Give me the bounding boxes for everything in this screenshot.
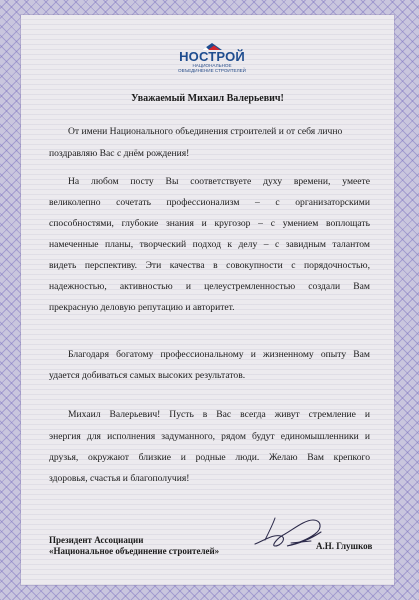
paragraph-2-line-3: способностями, глубокие знания и кругозор – с умением воплощать <box>49 218 370 229</box>
signatory-title-line-2: «Национальное объединение строителей» <box>49 546 220 556</box>
paragraph-2-line-4: намеченные планы, творческий подход к делу – с завидным талантом <box>49 239 370 250</box>
paragraph-2-line-6: надежностью, активностью и целеустремленностью создали Вам <box>49 281 370 292</box>
paragraph-2-line-2: великолепно сочетать профессионализм – с организаторскими <box>49 197 370 208</box>
paragraph-2-line-5: видеть перспективу. Эти качества в совокупности с порядочностью, <box>49 260 370 271</box>
signatory-name: А.Н. Глушков <box>316 541 373 551</box>
greeting: Уважаемый Михаил Валерьевич! <box>131 93 284 104</box>
signatory-title-line-1: Президент Ассоциации <box>49 535 144 545</box>
nostroy-logo <box>176 42 248 76</box>
paragraph-1-line-1: От имени Национального объединения строителей и от себя лично <box>68 126 343 137</box>
logo-subtitle <box>176 63 248 73</box>
paragraph-4-line-1: Михаил Валерьевич! Пусть в Вас всегда живут стремление и <box>68 409 370 420</box>
paragraph-3-line-2: удается добиваться самых высоких результатов. <box>49 370 246 381</box>
logo-text: НОСТРОЙ <box>179 49 245 64</box>
paragraph-2-line-1: На любом посту Вы соответствуете духу времени, умеете <box>68 176 370 187</box>
paragraph-4-line-2: энергия для исполнения задуманного, рядом будут единомышленники и <box>49 431 370 442</box>
paragraph-1-line-2: поздравляю Вас с днём рождения! <box>49 148 190 159</box>
paragraph-3-line-1: Благодаря богатому профессиональному и жизненному опыту Вам <box>68 349 370 360</box>
logo-subtitle-line-1: НАЦИОНАЛЬНОЕ <box>192 63 232 68</box>
signatory-title <box>49 535 219 557</box>
paragraph-4-line-3: друзья, окружают близкие и родные люди. Желаю Вам крепкого <box>49 452 370 463</box>
paragraph-2-line-7: прекрасную деловую репутацию и авторитет. <box>49 302 235 313</box>
paragraph-4-line-4: здоровья, счастья и благополучия! <box>49 473 190 484</box>
logo-subtitle-line-2: ОБЪЕДИНЕНИЕ СТРОИТЕЛЕЙ <box>178 68 246 73</box>
